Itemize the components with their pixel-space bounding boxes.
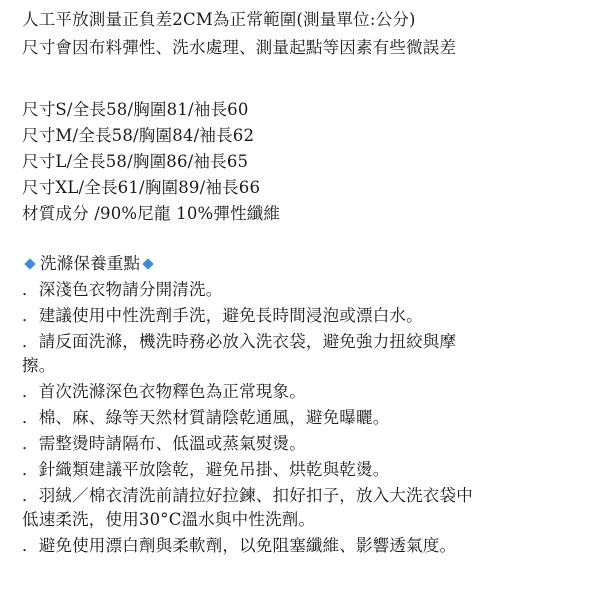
care-item-continuation: 擦。: [22, 356, 56, 375]
care-title: [22, 254, 158, 274]
care-item-continuation: 低速柔洗，使用30°C溫水與中性洗劑。: [22, 510, 316, 529]
size-xl: 尺寸XL/全長61/胸圍89/袖長66: [22, 178, 261, 197]
care-item: ．需整燙時請隔布、低溫或蒸氣熨燙。: [22, 434, 306, 453]
care-item: ．請反面洗滌，機洗時務必放入洗衣袋，避免強力扭絞與摩: [22, 332, 457, 351]
size-s: 尺寸S/全長58/胸圍81/袖長60: [22, 100, 249, 119]
care-title-text: 洗滌保養重點: [40, 254, 141, 273]
care-item: ．棉、麻、綠等天然材質請陰乾通風，避免曝曬。: [22, 408, 390, 427]
care-item: ．羽絨／棉衣清洗前請拉好拉鍊、扣好扣子，放入大洗衣袋中: [22, 486, 473, 505]
diamond-left-icon: [24, 258, 35, 269]
care-item: ．首次洗滌深色衣物釋色為正常現象。: [22, 382, 306, 401]
intro-line-2: 尺寸會因布料彈性、洗水處理、測量起點等因素有些微誤差: [22, 38, 457, 57]
diamond-right-icon: [143, 258, 154, 269]
intro-line-1: 人工平放測量正負差2CM為正常範圍(測量單位:公分): [22, 10, 416, 29]
size-m: 尺寸M/全長58/胸圍84/袖長62: [22, 126, 255, 145]
care-item: ．建議使用中性洗劑手洗，避免長時間浸泡或漂白水。: [22, 306, 423, 325]
care-item: ．避免使用漂白劑與柔軟劑，以免阻塞纖維、影響透氣度。: [22, 536, 457, 555]
care-item: ．針織類建議平放陰乾，避免吊掛、烘乾與乾燙。: [22, 460, 390, 479]
care-item: ．深淺色衣物請分開清洗。: [22, 280, 223, 299]
size-l: 尺寸L/全長58/胸圍86/袖長65: [22, 152, 249, 171]
material-composition: 材質成分 /90%尼龍 10%彈性纖維: [22, 204, 281, 223]
